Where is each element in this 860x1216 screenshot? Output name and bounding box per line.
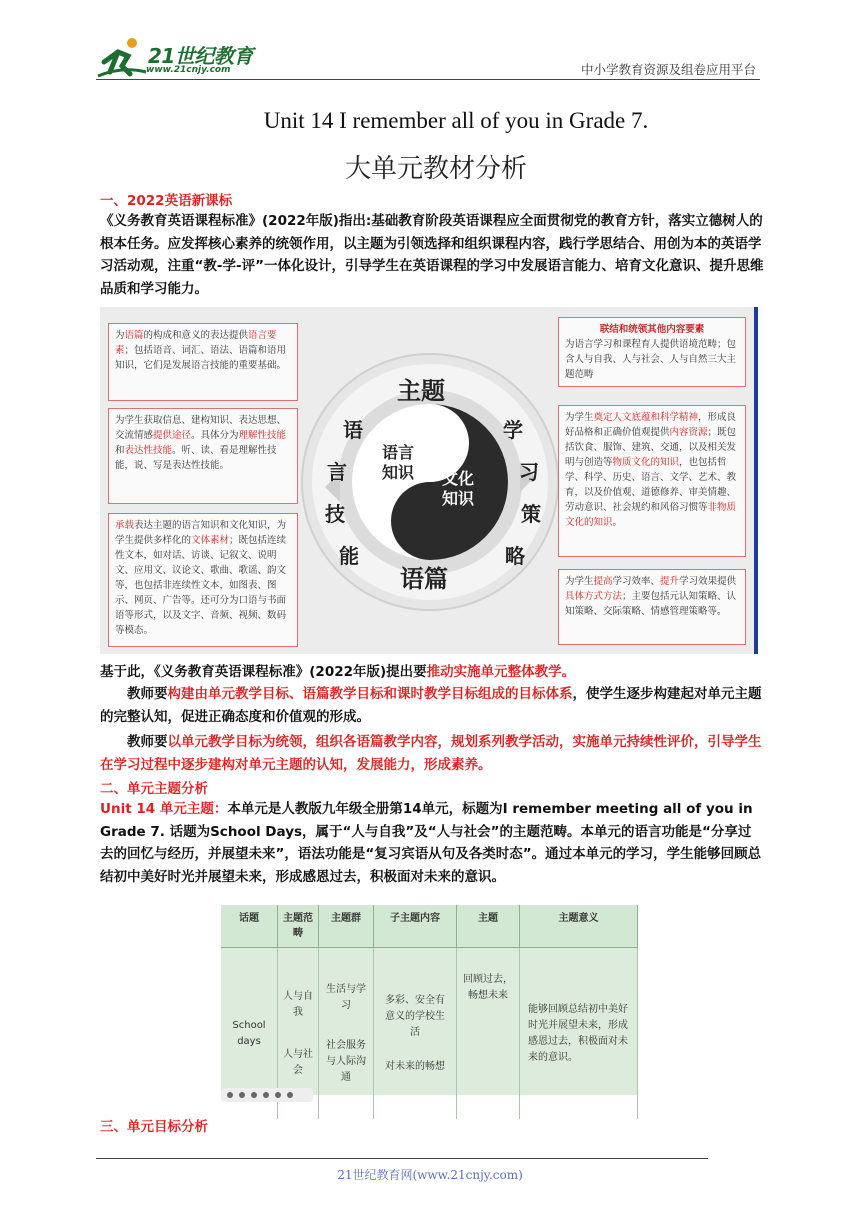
ring-label-theme: 主题 [397,377,445,405]
teacher-paragraph-1: 教师要构建由单元教学目标、语篇教学目标和课时教学目标组成的目标体系，使学生逐步构建起对单元主题的完整认知，促进正确态度和价值观的形成。 [100,686,762,725]
basis-paragraph: 基于此，《义务教育英语课程标准》(2022年版)提出要推动实施单元整体教学。 [100,664,576,680]
note-learning-strategies: 为学生提高学习效率、提升学习效果提供具体方式方法；主要包括元认知策略、认知策略、交际策略、情感管理策略等。 [558,569,746,645]
table-cell-category: 人与自我 人与社会 [278,948,319,1120]
section-heading-1: 一、2022英语新课标 [100,193,233,209]
toolbar-dot-icon[interactable] [287,1092,293,1098]
image-toolbar[interactable] [221,1088,313,1102]
ring-label-text: 语篇 [400,565,448,593]
logo-url: www.21cnjy.com [146,65,231,75]
toolbar-dot-icon[interactable] [251,1092,257,1098]
header-divider [96,79,760,80]
section-heading-3: 三、单元目标分析 [100,1119,208,1135]
platform-name: 中小学教育资源及组卷应用平台 [580,62,756,77]
table-cell-meaning: 能够回顾总结初中美好时光并展望未来，形成感恩过去，积极面对未来的意识。 [520,948,638,1120]
ring-label-skills: 语 言 技 能 [325,418,363,568]
runner-logo-icon [96,36,148,80]
teacher-paragraph-2: 教师要以单元教学目标为统领，组织各语篇教学内容，规划系列教学活动，实施单元持续性评价，引导学生在学习过程中逐步建构对单元主题的认知，发展能力，形成素养。 [100,734,762,773]
table-header: 主题范畴 [278,905,319,948]
toolbar-dot-icon[interactable] [275,1092,281,1098]
unit-theme-paragraph: Unit 14 单元主题：本单元是人教版九年级全册第14单元，标题为I remember meeting all of you in Grade 7. 话题为School Days，属于“人与自我”及“人与社会”的主题范畴。本单元的语言功能是“分享过去的回忆与经历，并展望未来”，语法功能是“复习宾语从句及各类时态”。通过本单元的学习，学生能够回顾总结初中美好时光并展望未来，形成感恩过去，积极面对未来的意识。 [100,801,762,885]
note-texts: 承载表达主题的语言知识和文化知识，为学生提供多样化的文体素材；既包括连续性文本，如对话、访谈、记叙文、说明文、应用文、议论文、歌曲、歌谣、韵文等，也包括非连续性文本，如图表、图示、网页、广告等。还可分为口语与书面语等形式，以及文字、音频、视频、数码等模态。 [108,513,298,647]
footer-divider [96,1158,708,1159]
theme-table [221,905,638,1095]
inner-label-culture-knowledge: 文化 知识 [442,469,475,508]
ring-label-strategies: 学 习 策 略 [503,418,541,568]
page-title: 大单元教材分析 [344,154,527,184]
table-header: 子主题内容 [374,905,457,948]
note-language-skills: 为学生获取信息、建构知识、表达思想、交流情感提供途径。具体分为理解性技能和表达性技能。听、读、看是理解性技能，说、写是表达性技能。 [108,408,298,504]
table-header: 主题群 [319,905,374,948]
table-header: 主题意义 [520,905,638,948]
section-heading-2: 二、单元主题分析 [100,781,208,797]
unit-title: Unit 14 I remember all of you in Grade 7. [263,108,649,133]
note-themes: 联结和统领其他内容要素 为语言学习和课程育人提供语境范畴；包含人与自我、人与社会、人与自然三大主题范畴 [558,317,746,387]
table-cell-topic: School days [221,948,278,1120]
logo-text: 21世纪教育 [148,44,253,68]
toolbar-dot-icon[interactable] [239,1092,245,1098]
section-1-paragraph: 《义务教育英语课程标准》(2022年版)指出:基础教育阶段英语课程应全面贯彻党的教育方针，落实立德树人的根本任务。应发挥核心素养的统领作用，以主题为引领选择和组织课程内容，践行学思结合、用创为本的英语学习活动观，注重“教-学-评”一体化设计，引导学生在英语课程的学习中发展语言能力、培育文化意识、提升思维品质和学习能力。 [100,213,764,297]
table-header: 主题 [457,905,520,948]
table-cell-theme: 回顾过去，畅想未来 [457,948,520,1120]
table-cell-group: 生活与学习 社会服务与人际沟通 [319,948,374,1120]
toolbar-dot-icon[interactable] [263,1092,269,1098]
curriculum-diagram [100,307,758,654]
note-culture-knowledge: 为学生奠定人文底蕴和科学精神，形成良好品格和正确价值观提供内容资源；既包括饮食、服饰、建筑、交通，以及相关发明与创造等物质文化的知识，也包括哲学、科学、历史、语言、文学、艺术、教育，以及价值观、道德修养、审美情趣、劳动意识、社会规约和风俗习惯等非物质文化的知识。 [558,405,746,557]
footer-text: 21世纪教育网(www.21cnjy.com) [337,1168,523,1182]
table-cell-subtopic: 多彩、安全有意义的学校生活 对未来的畅想 [374,948,457,1120]
table-header: 话题 [221,905,278,948]
inner-label-language-knowledge: 语言 知识 [382,443,415,482]
note-language-knowledge: 为语篇的构成和意义的表达提供语言要素；包括语音、词汇、语法、语篇和语用知识，它们是发展语言技能的重要基础。 [108,323,298,401]
toolbar-dot-icon[interactable] [227,1092,233,1098]
